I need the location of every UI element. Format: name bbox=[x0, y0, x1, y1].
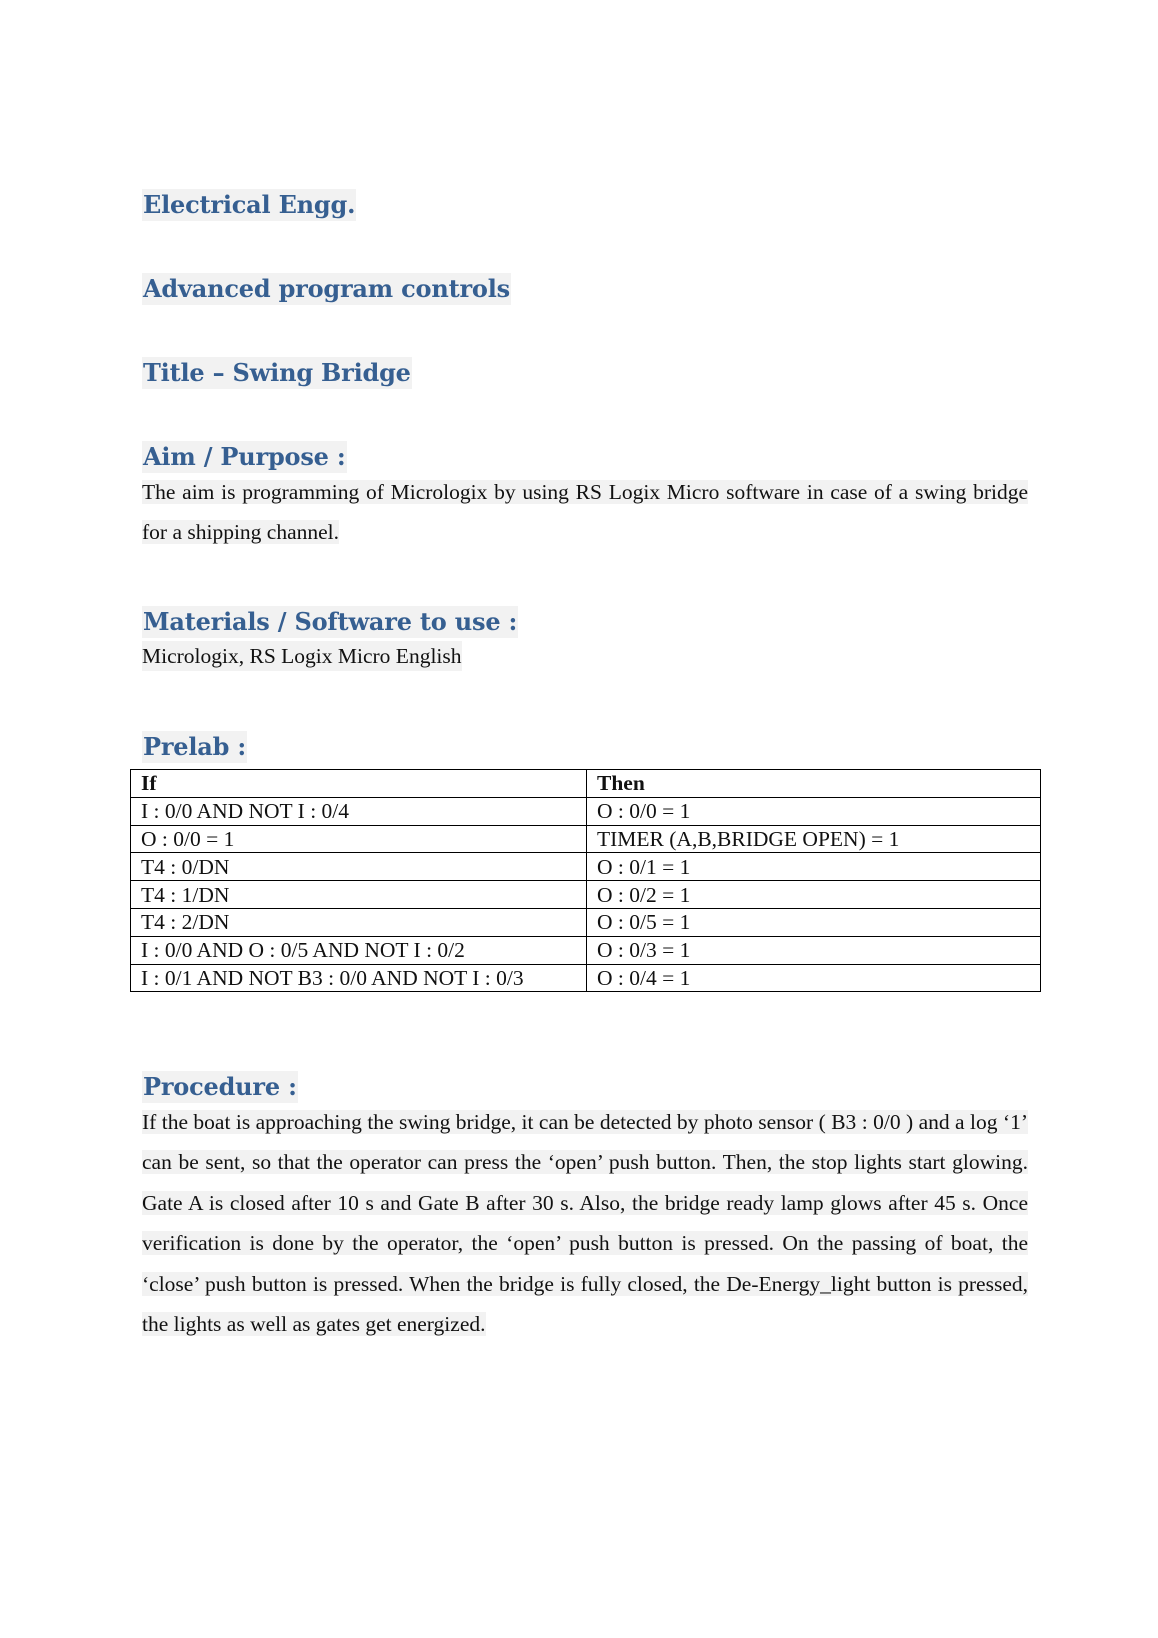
if-cell: T4 : 0/DN bbox=[131, 853, 587, 881]
procedure-paragraph bbox=[142, 1102, 1028, 1344]
aim-text: The aim is programming of Micrologix by using RS Logix Micro software in case of a swing bridge for a shipping channel. bbox=[142, 480, 1028, 545]
then-cell: O : 0/4 = 1 bbox=[587, 964, 1041, 992]
table-row bbox=[131, 936, 1041, 964]
if-cell: I : 0/0 AND NOT I : 0/4 bbox=[131, 797, 587, 825]
column-header-if: If bbox=[131, 770, 587, 798]
aim-heading: Aim / Purpose : bbox=[143, 442, 346, 471]
table-row bbox=[131, 964, 1041, 992]
if-cell: T4 : 2/DN bbox=[131, 908, 587, 936]
procedure-text: If the boat is approaching the swing bridge, it can be detected by photo sensor ( B3 : 0/0 ) and a log ‘1’ can be sent, so that the operator can press the ‘open’ push button. Then, the stop lights start glowing. Gate A is closed after 10 s and Gate B after 30 s. Also, the bridge ready lamp glows after 45 s. Once verification is done by the operator, the ‘open’ push button is pressed. On the passing of boat, the ‘close’ push button is pressed. When the bridge is fully closed, the De-Energy_light button is pressed, the lights as well as gates get energized. bbox=[142, 1110, 1028, 1337]
if-cell: I : 0/1 AND NOT B3 : 0/0 AND NOT I : 0/3 bbox=[131, 964, 587, 992]
then-cell: TIMER (A,B,BRIDGE OPEN) = 1 bbox=[587, 825, 1041, 853]
if-cell: T4 : 1/DN bbox=[131, 881, 587, 909]
table-row bbox=[131, 797, 1041, 825]
aim-paragraph bbox=[142, 472, 1028, 553]
then-cell: O : 0/0 = 1 bbox=[587, 797, 1041, 825]
then-cell: O : 0/2 = 1 bbox=[587, 881, 1041, 909]
prelab-heading: Prelab : bbox=[143, 732, 247, 761]
column-header-then: Then bbox=[587, 770, 1041, 798]
prelab-table bbox=[130, 769, 1041, 992]
then-cell: O : 0/5 = 1 bbox=[587, 908, 1041, 936]
materials-text: Micrologix, RS Logix Micro English bbox=[142, 641, 462, 671]
table-header-row bbox=[131, 770, 1041, 798]
title-heading: Title – Swing Bridge bbox=[143, 358, 411, 387]
procedure-heading: Procedure : bbox=[143, 1072, 297, 1101]
then-cell: O : 0/3 = 1 bbox=[587, 936, 1041, 964]
if-cell: O : 0/0 = 1 bbox=[131, 825, 587, 853]
materials-heading: Materials / Software to use : bbox=[143, 607, 518, 636]
table-row bbox=[131, 881, 1041, 909]
table-row bbox=[131, 853, 1041, 881]
if-cell: I : 0/0 AND O : 0/5 AND NOT I : 0/2 bbox=[131, 936, 587, 964]
table-row bbox=[131, 825, 1041, 853]
table-row bbox=[131, 908, 1041, 936]
then-cell: O : 0/1 = 1 bbox=[587, 853, 1041, 881]
department-heading: Electrical Engg. bbox=[143, 190, 356, 219]
course-heading: Advanced program controls bbox=[143, 274, 510, 303]
